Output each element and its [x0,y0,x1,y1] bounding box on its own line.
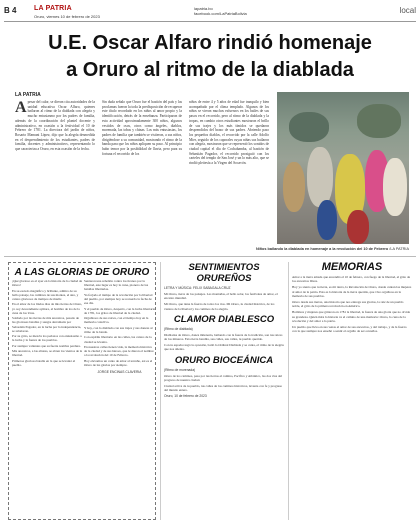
dancer-figure [283,162,305,212]
poem-body-bioceanica [164,368,284,399]
section-label: local [399,6,416,15]
poem-meta: (Ritmo de diablada) [164,326,193,331]
website-link[interactable]: lapatria.bo [194,6,213,11]
article-photo [277,92,409,244]
verse: Un pueblo que lleva en sus venas el amor de sus ancestros, y del trabajo, y de la fuerza con la que siempre nos enseñó a sentir el orgullo de ser orureños. [292,325,407,334]
dancer-figure [383,158,407,216]
poem-meta: LETRA Y MÚSICA: FELIX SABAGALA CRUZ [164,286,231,290]
verse: Por siempre valientes que su fuerte nombre perdura. [12,343,81,348]
verse: En su escudo magnífico y brillante, admiro de su bello paisaje, las cumbres de sus montes, el aire, y cantos gloriosos de tiempos de martir. [12,288,79,301]
headline-line-1: U.E. Oscar Alfaro rindió homenaje [48,32,372,54]
header-date: Oruro, viernes 10 de febrero de 2023 [34,14,100,19]
verse: Mi Oruro, tierra de los paisajes. Las montañas, el bello solar, los festivales de amor, el encanto mundial. [164,292,278,301]
verse: Hoy yo siento que tu tierra, es mi tierra, la Revolución de Oruro, donde cantan las mujeres al amor de la patria. Esta es la historia de la tierra querida, que vive orgullosa en la memoria de sus pueblos. [292,285,412,298]
verse: Con espíritu libertario en las calles, las cantos de la ciudad se levanta. [84,335,152,344]
verse: En el amor de los lindos días de mis tierras de Oruro, yo soy descendiente aymara, el hombre de los de la cuna de los Urus. [12,302,83,315]
background-tree [289,112,329,142]
verse: Amor a la tierra amada que encendió el 10 de febrero, con fuego de la libertad, el grito de los ancestros libres. [292,275,411,284]
verse: Diabladas de Oruro, danza milenaria, bailando con la fuerza de la tradición, son tus raíces de los mineros. Esta tierra bendita, sus calles, sus calles, tu pueblo querido. [164,332,283,342]
poems-section [8,262,412,522]
article-column-3: niños de entre 4 y 5 años de edad fue tranquilo y bien acompañado por el clima templado. Algunos de los niños se vieron muchos esfuerzos en los bailes de sus pasos en el recorrido, pero al ritmo de la diablada y la tropas, en cambio otros estudiantes mostraron el brillo de sus trajes y los más tímidos se quedaron desprendidos del brazo de sus padres. Abriendo paso los pequeños diablos, el recorrido por la calle Adolfo Mier, seguido de los caporales cuyas niñas sus bailaron con alegría, mostraron que se representó los sonidos de ciudad capital el día de Cochabamba, al bastión de Sebastián Pagador, el recorrido prosiguió con los carteles del templo de San José y un lo más alto, que se rindió pleitesía a la Virgen del Socavón. [189,100,269,166]
poem-box-glorias [8,262,156,520]
photo-caption [236,247,409,251]
poem-body-memorias [292,275,412,333]
article-headline [4,30,416,84]
page-number: B 4 [4,6,17,15]
poem-column-middle [164,262,284,520]
verse: Orgullosos de sus raíces, con el tiempo hoy en la memoria colectiva. [84,316,149,325]
verse: Y hoy, con la diablada con sus trajes y sus danzas al ritmo de la banda. [84,325,153,334]
photo-caption-text: Niños bailando la diablada en homenaje a la revolución del 10 de Febrero [255,247,389,251]
poem-title-clamor: CLAMOR DIABLESCO [173,313,275,325]
column-divider [160,262,161,520]
verse: Ya forjado el tiempo de la revolución por la libertad del pueblo, por siempre hoy se recuerda la fecha de ese día. [84,292,153,306]
verse: Por su grito, se mezcla los pedazos con entusiasmo a la lucha y la fuerza de los pueblos. [12,334,82,343]
verse: Mis ancestros, a las alturas, se abren los vientos de la libertad. [12,349,83,358]
poem-glorias-right [84,279,155,517]
headline-line-2: a Oruro al ritmo de la diablada [66,59,354,81]
header-links [194,6,247,16]
verse: En nuestras calles tienen vida, la memoria histórica de la ciudad y de sus héroes, que le dieron el nombre a la revolución del 10 de Febrero. [84,344,154,358]
verse: ¡Qué glorioso es el ayer en la historia de la ciudad de Oruro! [12,279,83,288]
verse: Hoy elevamos un canto de amor al terruño, así es el Oruro de las glorias por siempre. [84,358,153,367]
poem-date: Oruro, 10 de febrero de 2023 [164,394,207,399]
verse: Soldado por las tierras de mis ancestros, pasado de las gloriosas batallas y sangre derramada por Sebastián Pagador, en la lucha por la independencia, se rebelaron. [12,316,82,333]
poem-body-sentimientos [164,286,284,311]
verse: Oruro desde sus tierras, una historia que nos entrega sus glorias, la raíz de un pueblo noble, el grito de la primera revolución en América. [292,300,404,309]
dancer-figure [307,147,333,207]
article-column-1-text: pesar del calor, se dieron cita autoridades de la unidad educativa Oscar Alfaro, quienes bailaron al ritmo de la diablada con alegría y mucho entusiasmo por los padres de familia, además de la coordinación del plantel docente y administrativo, en ocasión a la festividad el 10 de Febrero de 1781. La directora del jardín de niños, Rosario Mamani López, dijo que la alegría desmedida en el desprendimiento de los estudiantes, padres de familia, docentes y administrativos, representando lo que caracteriza a Oruro, en esta ocasión de la fecha. [15,100,95,152]
dancer-figure [347,210,369,244]
poem-column-right [292,262,412,520]
verse: Mi Oruro, que tiene la fuerza de todos los ríos. Mi Oruro, tu ciudad histórica, de los vientos de la libertad y los caminos de la alegría. [164,302,275,311]
poem-glorias-left [12,279,83,517]
article-byline: LA PATRIA [15,92,41,98]
page-header [4,4,416,22]
verse: Hombres y mujeres que gritaron en 1781 la libertad, la fuerza de una gloria que no olvida su grandeza. Quién mira la historia ve el camino de una memoria: Oruro, la cuna de la revolución y del amor a la patria. [292,310,411,323]
verse: Sentaron una rebelión contra los tiranos por la libertad, este lugar es hoy la cuna, pionero de las batallas libertarias. [84,279,149,292]
poem-title-glorias: A LAS GLORIAS DE ORURO [14,267,150,278]
poem-meta: (Ritmo de morenada) [164,367,196,372]
verse: Con tu espada rasgó la opresión, bailó la Ordinal Diablada y se canta, el ritmo de la alegría que nos alienta. [164,343,284,352]
poem-title-bioceanica: ORURO BIOCEÁNICA [174,354,274,366]
article-column-1 [15,100,95,248]
background-tree [357,104,401,138]
article-column-2: Sin duda señalo que Oruro fue el bastión del país y las proclamas fueron la toda la predisposición de recuperar este título recordado en los niños al amor propio y la identificación, detrás de la enseñanza. Participaron de esta actividad aproximadamente 300 niños, algunos vestidos de osos, otros como ángeles, diablos, morenada, las tobas y chinas. Los más entusiastas, los padres de familia que también se vistieron, a sus niños, dirigiéndose a su comunidad, mostrando el ritmo de la banda para que los niños apliquen su paso. Al principio hubo temor por la posibilidad de lluvia, pero para su fortuna el recorrido de los [102,100,182,156]
verse: Primeroa gloriosa batalla en la que se levantó el pueblo. [12,358,76,367]
poem-title-memorias: MEMORIAS [321,262,383,273]
newspaper-logo: LA PATRIA [34,5,72,12]
verse: Oruro de los caminos, pasa por tus tierras el camino, Pacífico y Atlántico, las dos vías del progreso de nuestra ciudad. [164,373,283,382]
drop-cap: A [15,100,27,116]
poem-author: JORGE ENCINAS CLAVERIA [97,370,142,375]
column-divider [288,262,289,520]
photo-credit: /LA PATRIA [389,247,409,251]
verse: Ciudad activa de tu pueblo, tus calles de los caminos históricos, levanta con fe y progreso del mundo entero. [164,384,283,393]
section-divider [4,256,416,257]
poem-body-clamor [164,327,284,352]
dancer-figure [317,200,337,240]
facebook-link[interactable]: facebook.com/LaPatriaBolivia [194,11,247,16]
article-body [15,100,270,248]
verse: Y el pueblo de Oruro, despertó, con la lucha libertaria de 1781, los gritos de libertad de la ciudad. [84,306,155,315]
poem-title-sentimientos: SENTIMIENTOS ORUREÑOS [188,262,260,284]
